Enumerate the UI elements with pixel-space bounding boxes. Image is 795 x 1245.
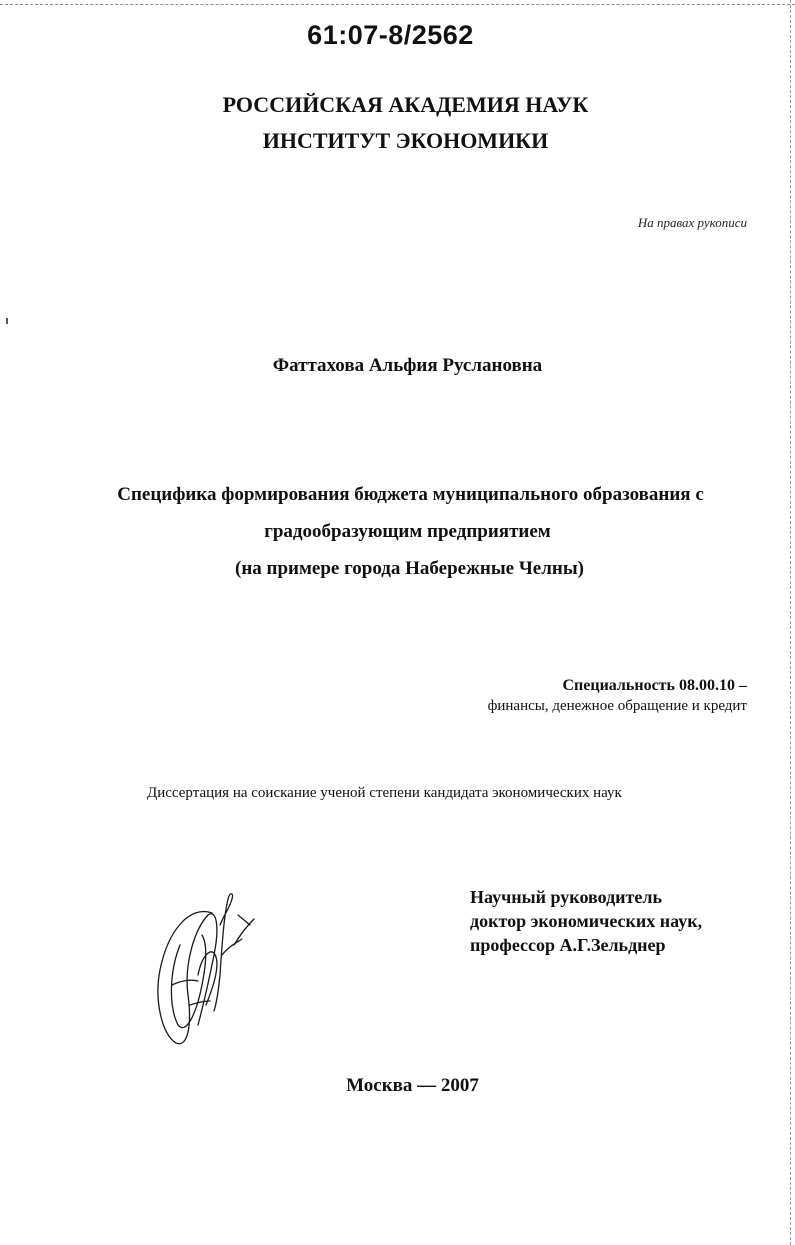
supervisor-degree: доктор экономических наук, — [470, 911, 703, 931]
rights-note: На правах рукописи — [637, 215, 747, 230]
scan-edge-top — [0, 4, 795, 5]
dissertation-title-line-2: градообразующим предприятием — [264, 521, 551, 542]
supervisor-block — [470, 885, 702, 957]
dissertation-title-line-3: (на примере города Набережные Челны) — [235, 558, 584, 579]
supervisor-role: Научный руководитель — [470, 887, 662, 907]
specialty-name: финансы, денежное обращение и кредит — [487, 698, 747, 714]
organization-academy: РОССИЙСКАЯ АКАДЕМИЯ НАУК — [222, 92, 589, 117]
specialty-code: Специальность 08.00.10 – — [562, 677, 747, 694]
dissertation-title-line-1: Специфика формирования бюджета муниципального образования с — [117, 484, 704, 505]
supervisor-name: профессор А.Г.Зельднер — [470, 935, 666, 955]
archive-number: 61:07-8/2562 — [307, 20, 474, 50]
handwritten-signature-icon — [150, 885, 260, 1050]
specialty-block — [488, 676, 747, 716]
dissertation-note: Диссертация на соискание ученой степени кандидата экономических наук — [147, 785, 622, 801]
scan-edge-right — [790, 0, 791, 1245]
city-year: Москва — 2007 — [346, 1075, 479, 1096]
scan-artifact — [6, 318, 8, 324]
author-name: Фаттахова Альфия Руслановна — [272, 355, 543, 376]
organization-institute: ИНСТИТУТ ЭКОНОМИКИ — [262, 128, 549, 153]
